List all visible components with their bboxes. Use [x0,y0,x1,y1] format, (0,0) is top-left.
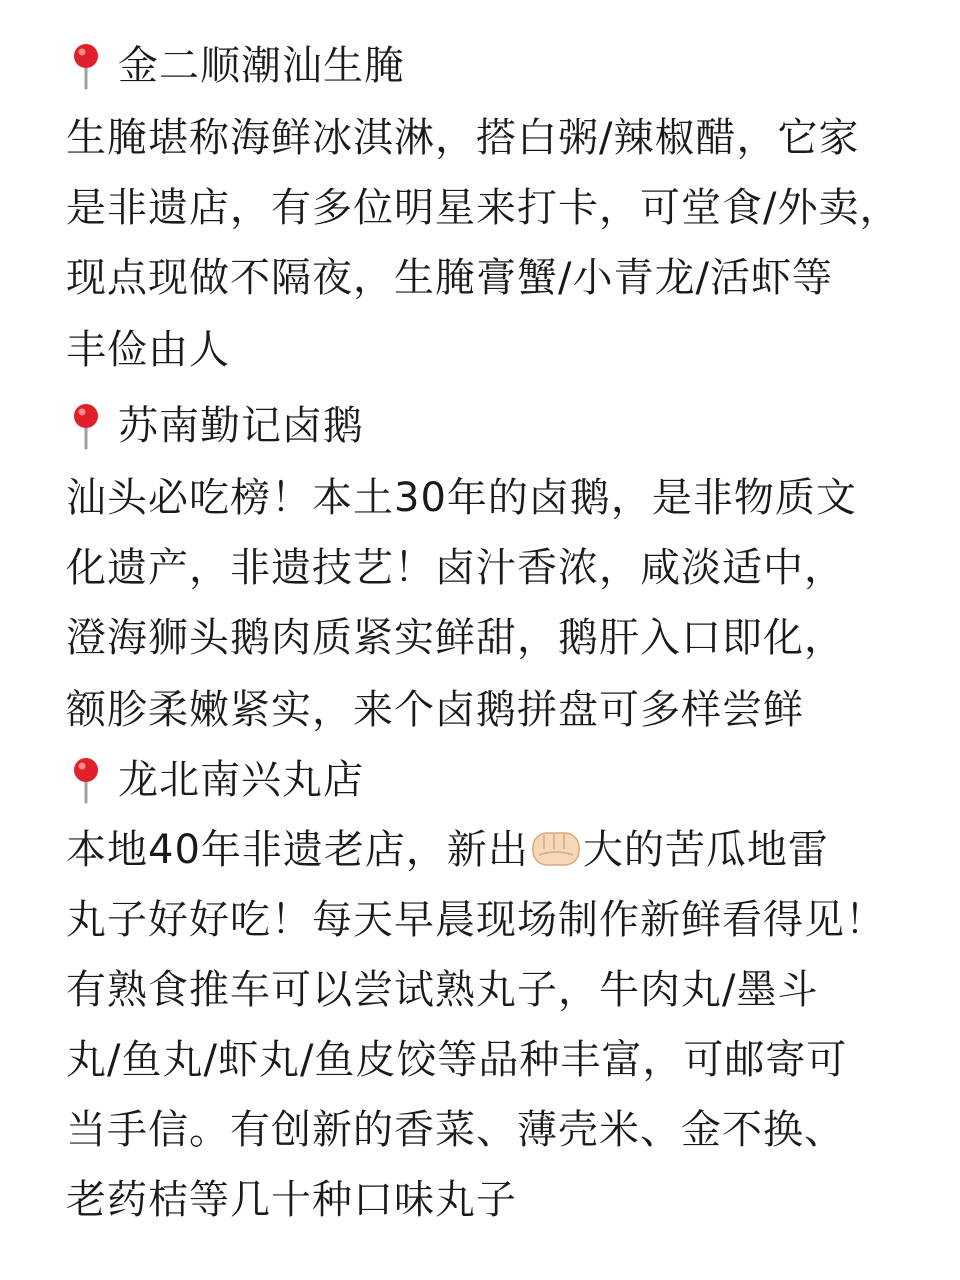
shop-2-line-2: 化遗产，非遗技艺！卤汁香浓，咸淡适中， [66,545,845,591]
shop-3-line-1-part-b: 大的苦瓜地雷 [582,827,829,873]
shop-name: 金二顺潮汕生腌 [118,43,405,89]
shop-3-line-1 [66,826,926,874]
shop-2-line-4: 额胗柔嫩紧实，来个卤鹅拼盘可多样尝鲜 [66,687,804,733]
round-pushpin-icon [66,402,106,450]
round-pushpin-icon [66,42,106,90]
fist-icon [529,827,583,871]
shop-heading-3 [66,756,926,804]
shop-name: 苏南勤记卤鹅 [118,403,364,449]
shop-1-line-4: 丰俭由人 [66,327,230,373]
round-pushpin-icon [66,756,106,804]
shop-3-line-2: 丸子好好吃！每天早晨现场制作新鲜看得见！ [66,897,886,943]
shop-3-line-6: 老药桔等几十种口味丸子 [66,1177,517,1223]
shop-1-line-2: 是非遗店，有多位明星来打卡，可堂食/外卖， [66,185,901,231]
shop-2-line-1: 汕头必吃榜！本土30年的卤鹅，是非物质文 [66,475,857,521]
shop-2-line-3: 澄海狮头鹅肉质紧实鲜甜，鹅肝入口即化， [66,615,845,661]
shop-name: 龙北南兴丸店 [118,757,364,803]
shop-1-line-3: 现点现做不隔夜，生腌膏蟹/小青龙/活虾等 [66,255,833,301]
shop-heading-2 [66,402,926,450]
shop-3-line-4: 丸/鱼丸/虾丸/鱼皮饺等品种丰富，可邮寄可 [66,1037,848,1083]
shop-heading-1 [66,42,926,90]
shop-3-line-5: 当手信。有创新的香菜、薄壳米、金不换、 [66,1107,845,1153]
shop-1-line-1: 生腌堪称海鲜冰淇淋，搭白粥/辣椒醋，它家 [66,115,860,161]
shop-3-line-1-part-a: 本地40年非遗老店，新出 [66,827,529,873]
shop-3-line-3: 有熟食推车可以尝试熟丸子，牛肉丸/墨斗 [66,967,819,1013]
